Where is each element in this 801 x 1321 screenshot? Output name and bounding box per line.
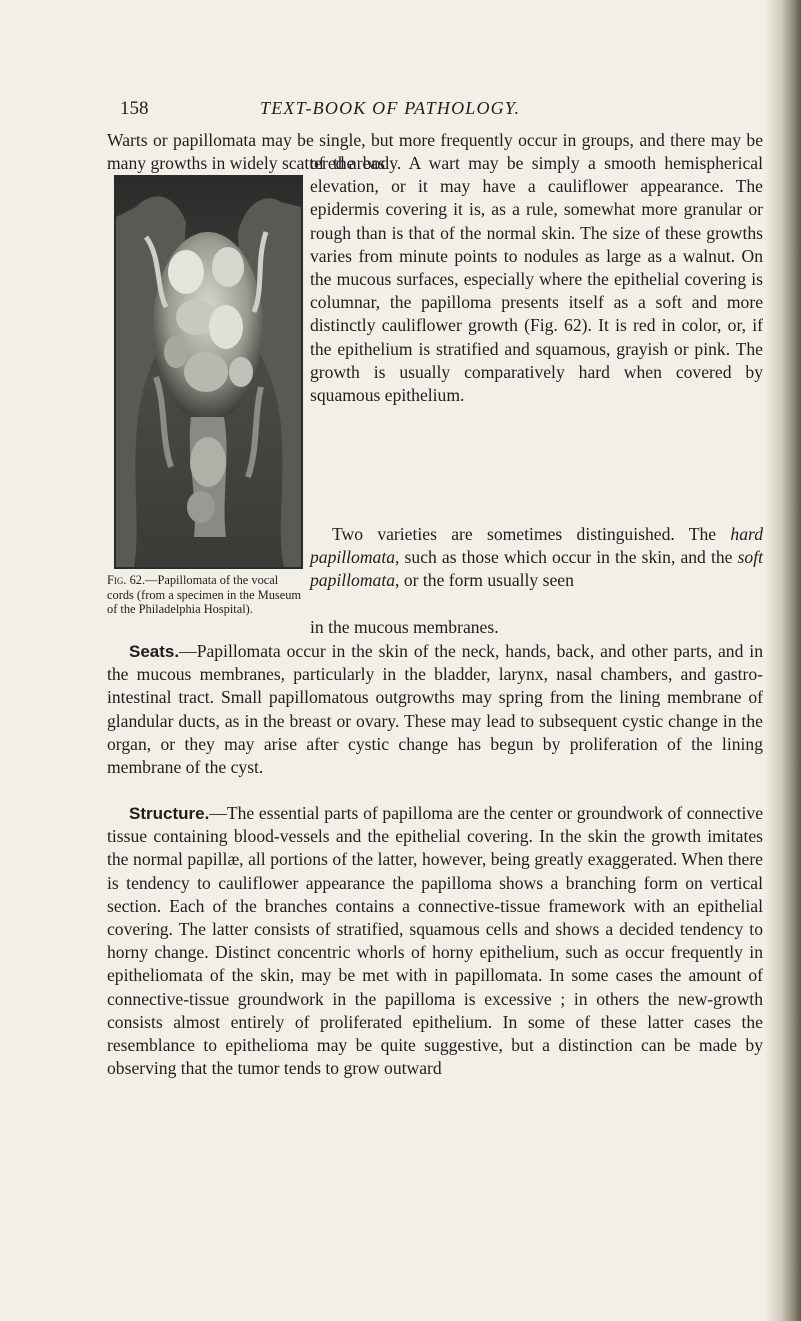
paragraph-varieties <box>310 523 763 593</box>
running-head: TEXT-BOOK OF PATHOLOGY. <box>260 98 521 118</box>
varieties-text-b: , such as those which occur in the skin, and the <box>395 547 738 568</box>
papilloma-specimen-image <box>116 177 301 567</box>
figure-62-photograph <box>114 175 303 569</box>
varieties-text-c: , or the form usually seen <box>395 570 574 591</box>
paragraph-structure <box>107 802 763 1080</box>
page-header <box>120 98 770 122</box>
term-hard-papillomata: hard papillomata <box>310 524 763 568</box>
paragraph-varieties-end: in the mucous membranes. <box>310 617 499 637</box>
structure-text: —The essential parts of papilloma are the center or groundwork of connective tissue containing blood-vessels and the epithelial covering. In the skin the growth imitates the normal papillæ, all portions of the latter, however, being greatly exaggerated. When there is tendency to cauliflower appearance the papilloma shows a branching form on vertical section. Each of the branches contains a connective-tissue framework with an epithelial covering. The latter consists of stratified, squamous cells and shows a decided tendency to horny change. Distinct concentric whorls of horny epithelium, such as occur frequently in epitheliomata of the skin, may be met with in papillomata. In some cases the amount of connective-tissue groundwork in the papilloma is excessive ; in others the new-growth consists almost entirely of proliferated epithelium. In some of these latter cases the resemblance to epithelioma may be quite suggestive, but a distinction can be made by observing that the tumor tends to grow outward <box>107 803 763 1079</box>
figure-label: Fig. 62. <box>107 573 146 587</box>
paragraph-intro-wrapped: of the body. A wart may be simply a smooth hemispherical elevation, or it may have a cauliflower appearance. The epidermis covering it is, as a rule, somewhat more granular or rough than is that of the normal skin. The size of these growths varies from minute points to nodules as large as a walnut. On the mucous surfaces, especially where the epithelial covering is columnar, the papilloma presents itself as a soft and more distinctly cauliflower growth (Fig. 62). It is red in color, or, if the epithelium is stratified and squamous, grayish or pink. The growth is usually comparatively hard when covered by squamous epithelium. <box>310 153 763 406</box>
seats-text: —Papillomata occur in the skin of the neck, hands, back, and other parts, and in the mucous membranes, particularly in the bladder, larynx, nasal chambers, and gastro-intestinal tract. Small papillomatous outgrowths may spring from the lining membrane of glandular ducts, as in the breast or ovary. These may lead to subsequent cystic change in the organ, or they may arise after cystic change has begun by proliferation of the lining membrane of the cyst. <box>107 641 763 778</box>
heading-seats: Seats. <box>129 642 180 661</box>
page-edge-shadow <box>765 0 801 1321</box>
paragraph-intro-full-width: Warts or papillomata may be single, but more frequently occur in groups, and there may be many growths in widely scattered areas <box>107 130 763 174</box>
figure-caption-text: —Papillomata of the vocal cords (from a specimen in the Museum of the Philadelphia Hospital). <box>107 573 302 616</box>
paragraph-seats <box>107 640 763 779</box>
figure-caption <box>107 573 307 617</box>
term-soft-papillomata: soft papillomata <box>310 547 763 591</box>
varieties-text-a: Two varieties are sometimes distinguished. The <box>332 524 731 544</box>
page-number: 158 <box>120 98 149 119</box>
heading-structure: Structure. <box>129 804 210 823</box>
